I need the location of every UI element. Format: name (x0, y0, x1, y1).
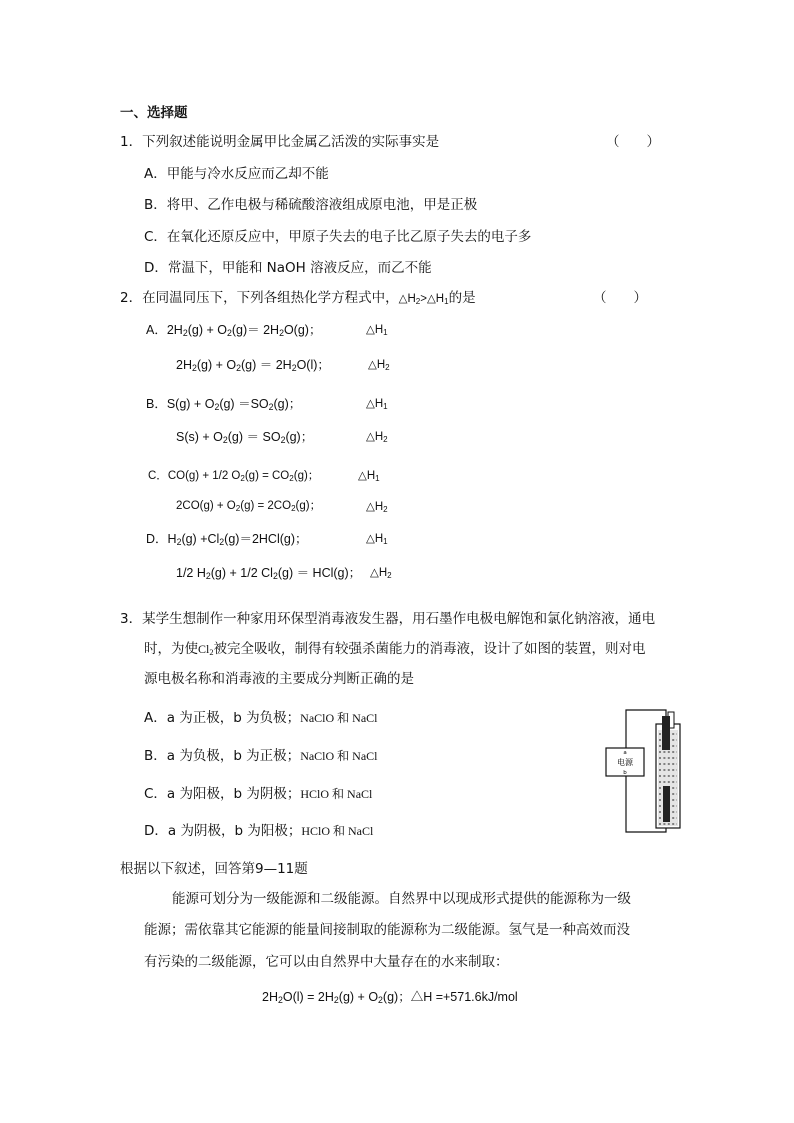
q2-option-c-eq2: $2CO(g) + O_2(g) = 2CO_2(g)$； (176, 500, 322, 513)
q3-stem-line2: 时，为使$Cl_2$被完全吸收，制得有较强杀菌能力的消毒液，设计了如图的装置，则对电 (144, 641, 646, 658)
electrolysis-apparatus-figure (604, 704, 688, 836)
power-supply-label: 电源 (617, 758, 633, 767)
q1-option-a: A．甲能与冷水反应而乙却不能 (144, 166, 329, 182)
q2-option-a-eq2: $2H_2(g) + O_2(g) = 2H_2O(l)$； (176, 358, 330, 374)
q2-option-d-eq1: D．$H_2(g) +Cl_2(g)=2HCl(g)$； (146, 532, 308, 548)
q3-option-d: D．a 为阴极，b 为阳极；HClO 和 NaCl (144, 823, 374, 839)
q2-answer-paren: （ ） (593, 290, 647, 306)
q1-option-c: C．在氧化还原反应中，甲原子失去的电子比乙原子失去的电子多 (144, 229, 532, 245)
terminal-a-label: a (623, 750, 627, 756)
q2-a-dh2: $\triangle H_2$ (368, 359, 390, 372)
q3-option-c: C．a 为阳极，b 为阴极；HClO 和 NaCl (144, 786, 373, 802)
passage-line3: 有污染的二级能源，它可以由自然界中大量存在的水来制取： (144, 954, 509, 970)
q3-option-a: A．a 为正极，b 为负极；NaClO 和 NaCl (144, 710, 378, 726)
q3-option-b: B．a 为负极，b 为正极；NaClO 和 NaCl (144, 748, 378, 764)
q2-option-c-eq1: C．CO(g) + 1/2 $O_2(g) = CO_2(g)$； (148, 470, 320, 483)
q2-b-dh2: $\triangle H_2$ (366, 431, 388, 444)
q1-stem: 1．下列叙述能说明金属甲比金属乙活泼的实际事实是 (120, 134, 440, 150)
q2-b-dh1: $\triangle H_1$ (366, 398, 388, 411)
lower-electrode (663, 786, 670, 822)
q1-answer-paren: （ ） (606, 134, 660, 150)
q2-c-dh2: $\triangle H_2$ (366, 501, 388, 514)
passage-line1: 能源可划分为一级能源和二级能源。自然界中以现成形式提供的能源称为一级 (172, 891, 631, 907)
q2-option-b-eq2: $S(s) + O_2(g) = SO_2(g)$； (176, 430, 314, 446)
upper-electrode (662, 716, 670, 750)
q1-option-d: D．常温下，甲能和 NaOH 溶液反应，而乙不能 (144, 260, 432, 276)
q2-c-dh1: $\triangle H_1$ (358, 470, 380, 483)
passage-line2: 能源；需依靠其它能源的能量间接制取的能源称为二级能源。氢气是一种高效而没 (144, 922, 630, 938)
q2-option-b-eq1: B．$S(g) + O_2(g) =SO_2(g)$； (146, 397, 302, 413)
q2-a-dh1: $\triangle H_1$ (366, 324, 388, 337)
q2-option-d-eq2: 1/2 $H_2(g) + 1/2$ $Cl_2(g) = HCl(g)$； (176, 566, 362, 582)
q2-d-dh2: $\triangle H_2$ (370, 567, 392, 580)
passage-equation: $2H_2O(l) = 2H_2(g) + O_2(g)$；△H =+571.6kJ/mol (262, 990, 518, 1006)
q3-stem-line3: 源电极名称和消毒液的主要成分判断正确的是 (144, 671, 414, 687)
q2-stem: 2．在同温同压下，下列各组热化学方程式中，$\triangle H_2>\triangle H_1$的是 (120, 290, 476, 306)
terminal-b-label: b (623, 770, 627, 776)
q2-option-a-eq1: A．$2H_2(g) + O_2(g)= 2H_2O(g)$； (146, 323, 322, 339)
passage-intro: 根据以下叙述，回答第9—11题 (120, 861, 308, 877)
q3-stem-line1: 3．某学生想制作一种家用环保型消毒液发生器，用石墨作电极电解饱和氯化钠溶液，通电 (120, 611, 656, 627)
q2-d-dh1: $\triangle H_1$ (366, 533, 388, 546)
q1-option-b: B．将甲、乙作电极与稀硫酸溶液组成原电池，甲是正极 (144, 197, 478, 213)
section-title: 一、选择题 (120, 105, 188, 121)
